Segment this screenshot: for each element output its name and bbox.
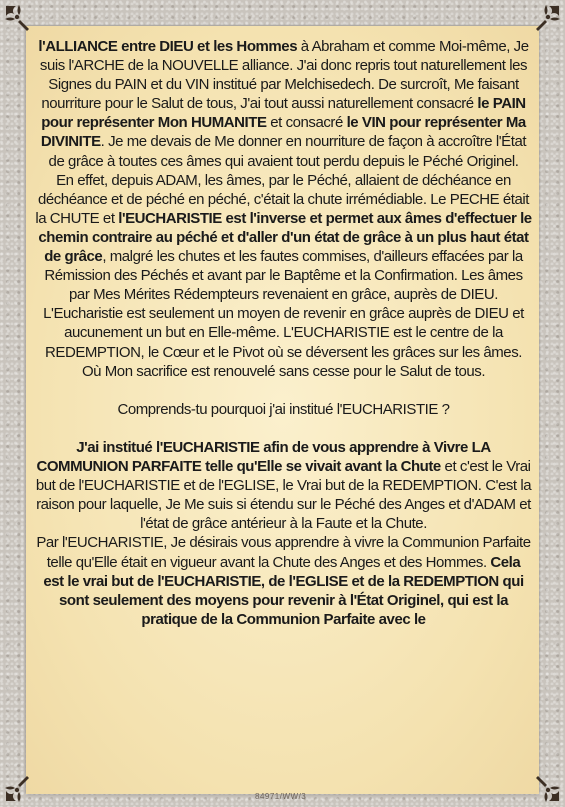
paragraph-gap <box>35 381 532 400</box>
bold-phrase: le PAIN pour représenter Mon HUMANITE <box>41 95 526 132</box>
fleur-de-lis-corner-icon <box>2 2 36 36</box>
bold-phrase: l'ALLIANCE entre DIEU et les Hommes <box>38 38 298 55</box>
fleur-de-lis-corner-icon <box>529 2 563 36</box>
paragraph-question: Comprends-tu pourquoi j'ai institué l'EUCHARISTIE ? <box>117 400 450 418</box>
bold-phrase: l'EUCHARISTIE est l'inverse et permet aux âmes d'effectuer le chemin contraire au péché et d'aller d'un état de grâce à un plus haut état de grâce <box>38 209 532 266</box>
paragraph-1 <box>35 37 532 171</box>
text-run: En effet, depuis ADAM, les âmes, par le Péché, allaient de déchéance en déchéance et de péché en péché, c'était la chute irrémédiable. Le PECHE était la CHUTE et <box>35 171 530 227</box>
fleur-de-lis-corner-icon <box>529 771 563 805</box>
text-run: , malgré les chutes et les fautes commises, d'ailleurs effacées par la Rémission des Péchés et avant par le Baptême et la Confirmation. Les âmes par Mes Mérites Rédempteurs revenaient en grâce, auprès de DIEU. L'Eucharistie est seulement un moyen de revenir en grâce auprès de DIEU et aucunement un but en Elle-même. L'EUCHARISTIE est le centre de la REDEMPTION, le Cœur et le Pivot où se déversent les grâces sur les âmes. Où Mon sacrifice est renouvelé sans cesse pour le Salut de tous. <box>43 248 524 380</box>
bold-phrase: J'ai institué l'EUCHARISTIE afin de vous apprendre à Vivre LA COMMUNION PARFAITE telle qu'Elle se vivait avant la Chute <box>36 438 491 476</box>
document-text <box>35 37 532 629</box>
text-run: et consacré <box>266 114 347 132</box>
text-run: Par l'EUCHARISTIE, Je désirais vous apprendre à vivre la Communion Parfaite telle qu'Elle était en vigueur avant la Chute des Anges et des Hommes. <box>36 534 531 571</box>
document-page <box>26 26 539 794</box>
page-reference-code: 84971/WW/3 <box>255 792 307 801</box>
paragraph-gap <box>35 419 532 438</box>
text-run: et c'est le Vrai but de l'EUCHARISTIE et de l'EGLISE, le Vrai but de la REDEMPTION. C'est la raison pour laquelle, Je Me suis si étendu sur le Péché des Anges et d'ADAM et l'état de grâce antérieur à la Faute et la Chute. <box>35 458 532 533</box>
text-run: . Je me devais de Me donner en nourriture de façon à accroître l'État de grâce à toutes ces âmes qui avaient tout perdu depuis le Péché Originel. <box>48 133 527 170</box>
text-run: à Abraham et comme Moi-même, Je suis l'ARCHE de la NOUVELLE alliance. J'ai donc repris tout naturellement les Signes du PAIN et du VIN institué par Melchisedech. De surcroît, Me faisant nourriture pour le Salut de tous, J'ai tout aussi naturellement consacré <box>39 38 529 113</box>
bold-phrase: Cela est le vrai but de l'EUCHARISTIE, de l'EGLISE et de la REDEMPTION qui sont seulement des moyens pour revenir à l'État Originel, qui est la pratique de la Communion Parfaite avec le <box>43 553 524 628</box>
bold-phrase: le VIN pour représenter Ma DIVINITE <box>40 114 526 151</box>
paragraph-5 <box>35 533 532 628</box>
fleur-de-lis-corner-icon <box>2 771 36 805</box>
paragraph-2 <box>35 171 532 381</box>
paragraph-4 <box>35 438 532 533</box>
